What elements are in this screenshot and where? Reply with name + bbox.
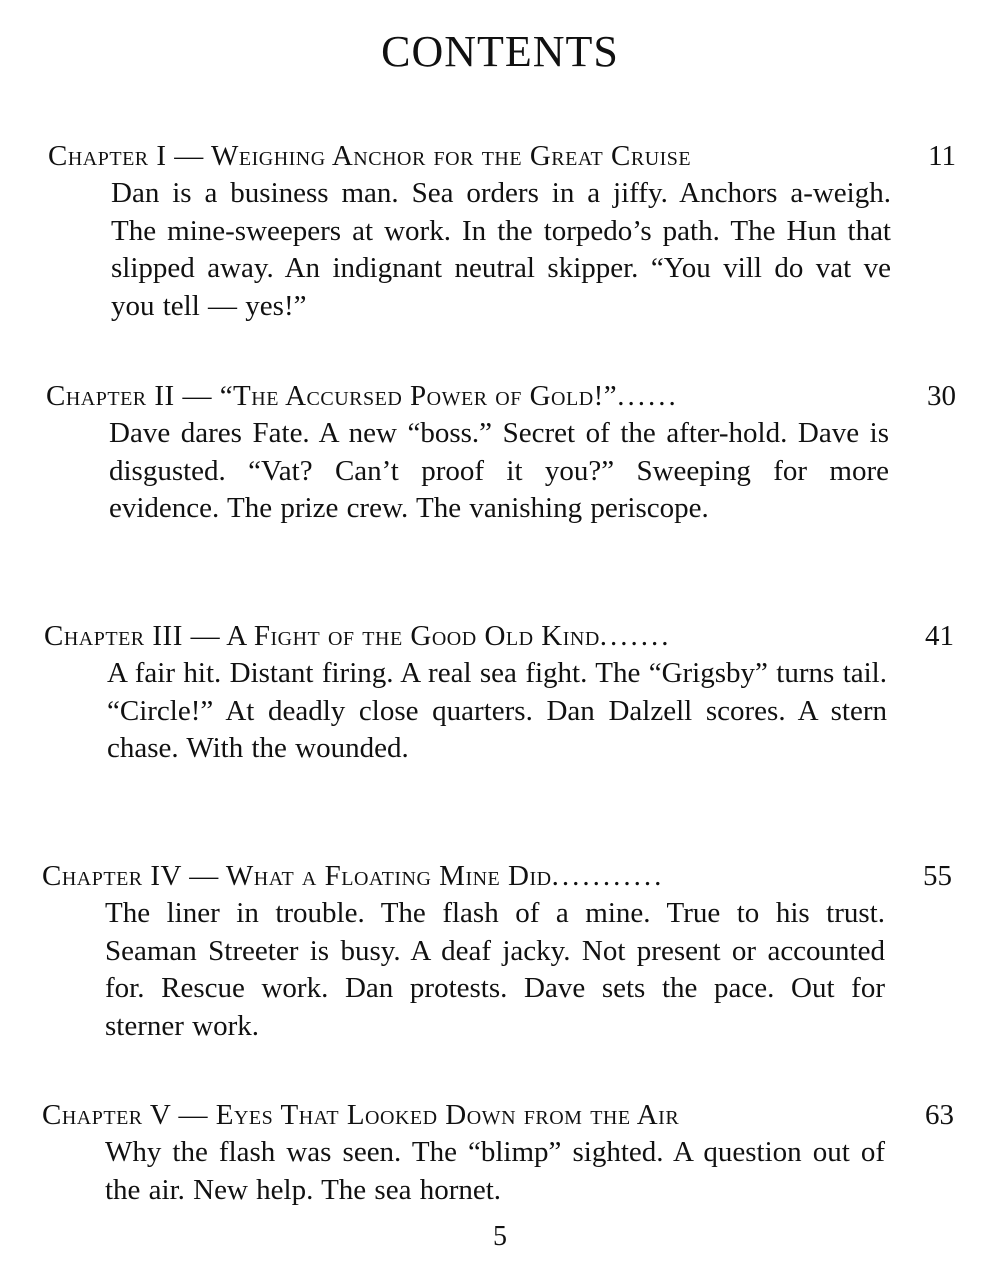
chapter-synopsis: A fair hit. Distant firing. A real sea fight. The “Grigsby” turns tail. “Circle!” At deadly close quarters. Dan Dalzell scores. A stern chase. With the wounded. — [107, 657, 887, 764]
chapter-synopsis: Dave dares Fate. A new “boss.” Secret of the after-hold. Dave is disgusted. “Vat? Can’t proof it you?” Sweeping for more evidence. The prize crew. The vanishing periscope. — [109, 417, 889, 524]
chapter-heading: Chapter II — “The Accursed Power of Gold!” — [46, 380, 618, 412]
chapter-heading: Chapter I — Weighing Anchor for the Great Cruise — [48, 140, 692, 172]
chapter-heading-row — [46, 378, 956, 415]
chapter-entry-1 — [48, 138, 956, 325]
chapter-synopsis: Why the flash was seen. The “blimp” sighted. A question out of the air. New help. The sea hornet. — [105, 1136, 885, 1206]
chapter-heading-row — [42, 1097, 954, 1134]
chapter-page-number: 30 — [927, 380, 956, 412]
chapter-page-number: 63 — [925, 1099, 954, 1131]
chapter-page-number: 41 — [925, 620, 954, 652]
chapter-entry-2 — [46, 378, 956, 528]
footer-page-number: 5 — [493, 1221, 507, 1252]
chapter-entry-4 — [42, 858, 952, 1045]
dot-leader: ...... — [617, 380, 679, 412]
chapter-heading-row — [44, 618, 954, 655]
chapter-heading: Chapter IV — What a Floating Mine Did — [42, 860, 552, 892]
chapter-heading-row — [42, 858, 952, 895]
chapter-page-number: 11 — [928, 140, 956, 172]
dot-leader: ....... — [599, 620, 672, 652]
chapter-synopsis: Dan is a business man. Sea orders in a jiffy. Anchors a-weigh. The mine-sweepers at work. In the torpedo’s path. The Hun that slipped away. An indignant neutral skipper. “You vill do vat ve you tell — yes!” — [111, 177, 891, 322]
chapter-heading: Chapter III — A Fight of the Good Old Kind — [44, 620, 600, 652]
page-title: CONTENTS — [381, 27, 619, 76]
chapter-entry-5 — [42, 1097, 954, 1209]
chapter-heading: Chapter V — Eyes That Looked Down from the Air — [42, 1099, 680, 1131]
chapter-heading-row — [48, 138, 956, 175]
dot-leader: ........... — [551, 860, 665, 892]
chapter-page-number: 55 — [923, 860, 952, 892]
chapter-entry-3 — [44, 618, 954, 768]
chapter-synopsis: The liner in trouble. The flash of a mine. True to his trust. Seaman Streeter is busy. A deaf jacky. Not present or accounted for. Rescue work. Dan protests. Dave sets the pace. Out for sterner work. — [105, 897, 885, 1042]
